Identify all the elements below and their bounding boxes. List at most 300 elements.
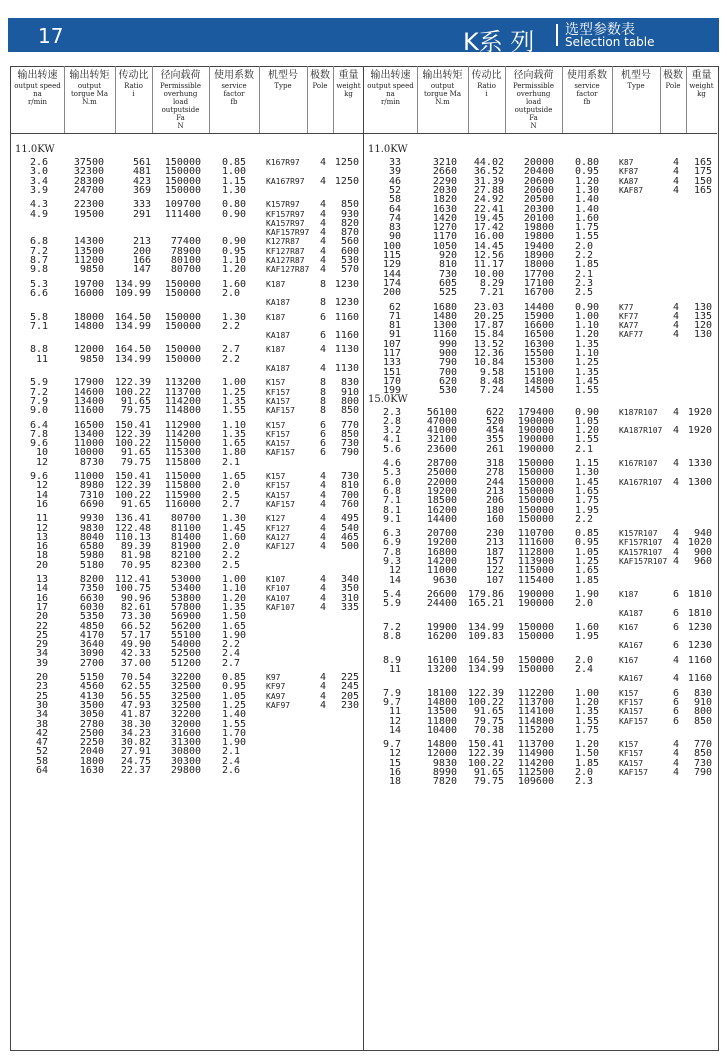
cell-p: 4 bbox=[319, 690, 326, 702]
cell-fb: 1.65 bbox=[575, 565, 600, 577]
cell-w: 225 bbox=[340, 672, 359, 683]
cell-n: 115 bbox=[382, 250, 401, 261]
cell-n: 7.9 bbox=[382, 687, 401, 699]
cell-m: 11000 bbox=[426, 565, 457, 577]
column-header-en: output torgue Ma N.m bbox=[423, 82, 462, 106]
cell-p: 6 bbox=[319, 311, 326, 323]
cell-n: 174 bbox=[382, 277, 401, 289]
cell-n: 9.1 bbox=[382, 513, 401, 525]
cell-t: KA157 bbox=[266, 396, 291, 406]
cell-w: 165 bbox=[693, 157, 712, 168]
cell-n: 3.0 bbox=[29, 166, 48, 178]
table-row bbox=[364, 287, 716, 298]
cell-fa: 113900 bbox=[517, 556, 554, 567]
cell-i: 122.39 bbox=[467, 687, 504, 699]
cell-fb: 1.95 bbox=[575, 631, 600, 643]
cell-fa: 115400 bbox=[517, 574, 554, 586]
cell-t: KAF87 bbox=[619, 185, 644, 195]
cell-m: 14300 bbox=[73, 236, 104, 248]
cell-fa: 150000 bbox=[517, 467, 554, 479]
cell-m: 4170 bbox=[79, 629, 104, 641]
cell-n: 2.3 bbox=[382, 406, 401, 418]
cell-fb: 1.40 bbox=[222, 709, 247, 721]
cell-m: 13400 bbox=[73, 428, 104, 440]
cell-w: 800 bbox=[693, 706, 712, 718]
cell-fb: 1.20 bbox=[575, 175, 600, 187]
cell-i: 49.90 bbox=[120, 639, 151, 651]
cell-t: KF157 bbox=[266, 481, 291, 491]
cell-fb: 1.00 bbox=[222, 166, 247, 178]
cell-i: 12.56 bbox=[473, 250, 504, 261]
cell-n: 12 bbox=[388, 748, 401, 760]
cell-p: 4 bbox=[672, 184, 679, 196]
cell-fb: 2.0 bbox=[575, 598, 594, 610]
cell-i: 90.96 bbox=[120, 592, 151, 604]
cell-p: 6 bbox=[672, 640, 679, 652]
cell-w: 1920 bbox=[687, 406, 712, 418]
cell-fb: 1.10 bbox=[575, 348, 600, 359]
cell-fa: 150000 bbox=[164, 157, 201, 168]
cell-fb: 1.55 bbox=[575, 231, 600, 243]
table-row bbox=[11, 405, 363, 416]
cell-i: 91.65 bbox=[120, 498, 151, 510]
cell-fa: 80700 bbox=[170, 513, 201, 525]
cell-w: 960 bbox=[693, 556, 712, 567]
cell-n: 7.2 bbox=[29, 245, 48, 257]
cell-i: 37.00 bbox=[120, 657, 151, 669]
cell-m: 530 bbox=[438, 385, 457, 397]
cell-t: KA187 bbox=[619, 608, 644, 618]
cell-i: 244 bbox=[485, 476, 504, 488]
column-header-en: service factor fb bbox=[574, 82, 600, 106]
cell-p: 4 bbox=[672, 458, 679, 469]
cell-fb: 0.85 bbox=[222, 672, 247, 683]
cell-m: 16000 bbox=[73, 287, 104, 299]
column-header-en: Ratio i bbox=[477, 82, 496, 98]
column-header-cn: 使用系数 bbox=[567, 70, 607, 81]
cell-n: 33 bbox=[388, 157, 401, 168]
cell-fa: 80700 bbox=[170, 264, 201, 276]
cell-i: 73.30 bbox=[120, 611, 151, 623]
cell-m: 22000 bbox=[426, 476, 457, 488]
cell-fb: 2.2 bbox=[222, 353, 241, 365]
cell-i: 561 bbox=[132, 157, 151, 168]
column-header bbox=[307, 70, 333, 90]
cell-fa: 113200 bbox=[164, 377, 201, 389]
cell-w: 245 bbox=[340, 681, 359, 693]
cell-t: KAF127R87 bbox=[266, 265, 310, 275]
cell-p: 4 bbox=[319, 264, 326, 276]
cell-fa: 19800 bbox=[523, 222, 554, 234]
cell-p: 4 bbox=[319, 208, 326, 220]
cell-i: 27.91 bbox=[120, 746, 151, 758]
cell-w: 495 bbox=[340, 513, 359, 525]
cell-i: 30.82 bbox=[120, 737, 151, 749]
cell-i: 136.41 bbox=[114, 513, 151, 525]
cell-fa: 30800 bbox=[170, 746, 201, 758]
cell-m: 13200 bbox=[426, 664, 457, 675]
cell-fa: 15900 bbox=[523, 310, 554, 322]
column-header bbox=[612, 70, 660, 90]
cell-t: K187 bbox=[619, 589, 639, 599]
cell-fa: 19400 bbox=[523, 240, 554, 252]
cell-n: 9.0 bbox=[29, 405, 48, 417]
cell-fb: 1.90 bbox=[222, 737, 247, 749]
cell-fa: 53000 bbox=[170, 574, 201, 585]
cell-t: KA107 bbox=[266, 593, 291, 603]
cell-m: 26600 bbox=[426, 588, 457, 600]
column-header bbox=[11, 70, 64, 106]
cell-fb: 1.20 bbox=[575, 696, 600, 708]
cell-i: 109.83 bbox=[467, 631, 504, 643]
cell-i: 24.75 bbox=[120, 755, 151, 767]
cell-fb: 1.35 bbox=[222, 395, 247, 407]
cell-i: 27.88 bbox=[473, 184, 504, 196]
cell-n: 12 bbox=[35, 456, 48, 468]
cell-m: 2700 bbox=[79, 657, 104, 669]
cell-fb: 2.2 bbox=[575, 513, 594, 525]
cell-p: 4 bbox=[672, 528, 679, 540]
cell-fb: 1.90 bbox=[222, 629, 247, 641]
cell-n: 200 bbox=[382, 287, 401, 299]
cell-n: 15 bbox=[388, 757, 401, 769]
table-row bbox=[11, 499, 363, 510]
cell-fb: 1.65 bbox=[222, 438, 247, 450]
header-divider bbox=[209, 66, 210, 133]
cell-fb: 1.05 bbox=[222, 690, 247, 702]
cell-fa: 115800 bbox=[164, 480, 201, 492]
cell-i: 56.55 bbox=[120, 690, 151, 702]
cell-i: 622 bbox=[485, 406, 504, 418]
cell-fb: 1.50 bbox=[575, 748, 600, 760]
cell-m: 8730 bbox=[79, 456, 104, 468]
cell-w: 530 bbox=[340, 255, 359, 266]
cell-t: K107 bbox=[266, 575, 286, 584]
cell-m: 2780 bbox=[79, 718, 104, 730]
cell-fa: 150000 bbox=[164, 166, 201, 178]
cell-n: 12 bbox=[388, 565, 401, 577]
cell-n: 107 bbox=[382, 338, 401, 350]
cell-fa: 150000 bbox=[517, 495, 554, 507]
cell-n: 4.6 bbox=[382, 458, 401, 469]
cell-fb: 1.55 bbox=[575, 715, 600, 727]
cell-fb: 0.85 bbox=[222, 157, 247, 168]
cell-m: 23600 bbox=[426, 443, 457, 455]
cell-p: 4 bbox=[319, 583, 326, 595]
cell-m: 7350 bbox=[79, 583, 104, 595]
cell-i: 44.02 bbox=[473, 157, 504, 168]
cell-i: 70.54 bbox=[120, 672, 151, 683]
cell-fa: 112800 bbox=[517, 546, 554, 558]
cell-fb: 1.00 bbox=[575, 687, 600, 699]
cell-m: 920 bbox=[438, 250, 457, 261]
cell-fb: 1.55 bbox=[575, 385, 600, 397]
cell-n: 6.4 bbox=[29, 419, 48, 431]
cell-i: 100.22 bbox=[114, 438, 151, 450]
cell-fa: 15100 bbox=[523, 366, 554, 378]
cell-w: 310 bbox=[340, 592, 359, 604]
cell-fb: 0.95 bbox=[222, 681, 247, 693]
cell-i: 66.52 bbox=[120, 620, 151, 632]
column-header-cn: 重量 bbox=[691, 70, 712, 81]
cell-m: 41000 bbox=[426, 425, 457, 437]
header-rule bbox=[10, 133, 717, 134]
cell-n: 9.6 bbox=[29, 438, 48, 450]
cell-w: 135 bbox=[693, 310, 712, 322]
cell-n: 8.1 bbox=[382, 504, 401, 516]
cell-n: 8.9 bbox=[382, 654, 401, 666]
cell-fa: 32500 bbox=[170, 699, 201, 711]
cell-i: 150.41 bbox=[467, 739, 504, 751]
cell-m: 16800 bbox=[426, 546, 457, 558]
column-header-en: Permissible overhung load outputside Fa N bbox=[159, 82, 202, 130]
cell-n: 9.3 bbox=[382, 556, 401, 567]
cell-t: KA187 bbox=[266, 331, 291, 341]
cell-fa: 113700 bbox=[164, 386, 201, 398]
cell-i: 17.42 bbox=[473, 222, 504, 234]
cell-n: 6.3 bbox=[382, 528, 401, 540]
cell-t: KA127R87 bbox=[266, 256, 305, 265]
cell-i: 7.24 bbox=[479, 385, 504, 397]
cell-fb: 2.2 bbox=[222, 550, 241, 562]
cell-m: 12000 bbox=[426, 748, 457, 760]
cell-t: KA167 bbox=[619, 674, 644, 684]
cell-n: 3.4 bbox=[29, 175, 48, 187]
cell-fa: 18000 bbox=[523, 259, 554, 271]
column-header-cn: 使用系数 bbox=[214, 70, 254, 81]
cell-i: 423 bbox=[132, 175, 151, 187]
cell-m: 3050 bbox=[79, 709, 104, 721]
cell-n: 129 bbox=[382, 259, 401, 271]
cell-w: 335 bbox=[340, 601, 359, 613]
cell-w: 730 bbox=[693, 757, 712, 769]
column-header-cn: 径向载荷 bbox=[160, 70, 201, 81]
cell-m: 5350 bbox=[79, 611, 104, 623]
cell-i: 164.50 bbox=[114, 344, 151, 356]
cell-fb: 2.0 bbox=[222, 541, 241, 553]
cell-m: 16200 bbox=[426, 504, 457, 516]
page-number: 17 bbox=[38, 24, 64, 48]
cell-i: 166 bbox=[132, 255, 151, 266]
cell-p: 4 bbox=[319, 236, 326, 248]
cell-w: 850 bbox=[693, 715, 712, 727]
cell-p: 4 bbox=[672, 310, 679, 322]
cell-fa: 77400 bbox=[170, 236, 201, 248]
cell-fb: 0.85 bbox=[575, 528, 600, 540]
cell-fa: 115000 bbox=[164, 438, 201, 450]
column-header-cn: 传动比 bbox=[471, 70, 502, 81]
cell-i: 481 bbox=[132, 166, 151, 178]
cell-m: 2250 bbox=[79, 737, 104, 749]
cell-i: 36.52 bbox=[473, 166, 504, 178]
cell-fb: 1.00 bbox=[575, 310, 600, 322]
cell-fa: 114100 bbox=[517, 706, 554, 718]
cell-fb: 0.80 bbox=[575, 157, 600, 168]
cell-fb: 0.90 bbox=[222, 208, 247, 220]
cell-i: 164.50 bbox=[467, 654, 504, 666]
cell-fb: 1.25 bbox=[222, 699, 247, 711]
cell-t: KA187 bbox=[266, 364, 291, 373]
cell-fb: 1.05 bbox=[575, 546, 600, 558]
cell-w: 850 bbox=[340, 199, 359, 211]
cell-i: 22.37 bbox=[120, 765, 151, 776]
cell-t: KA167R107 bbox=[619, 477, 663, 487]
table-row bbox=[364, 514, 716, 525]
column-header-en: Type bbox=[274, 82, 292, 90]
cell-i: 79.75 bbox=[120, 405, 151, 417]
cell-w: 760 bbox=[340, 498, 359, 510]
cell-n: 6.9 bbox=[382, 537, 401, 549]
cell-i: 42.33 bbox=[120, 648, 151, 660]
column-header-cn: 输出转速 bbox=[17, 70, 58, 81]
cell-p: 4 bbox=[672, 546, 679, 558]
cell-i: 134.99 bbox=[114, 353, 151, 365]
cell-fa: 16300 bbox=[523, 338, 554, 350]
cell-n: 12 bbox=[35, 522, 48, 534]
cell-m: 1480 bbox=[432, 310, 457, 322]
cell-n: 4.9 bbox=[29, 208, 48, 220]
cell-n: 5.4 bbox=[382, 588, 401, 600]
cell-fb: 0.95 bbox=[222, 245, 247, 257]
cell-w: 465 bbox=[340, 531, 359, 543]
cell-i: 79.75 bbox=[120, 456, 151, 468]
column-header-cn: 径向载荷 bbox=[513, 70, 554, 81]
cell-fa: 78900 bbox=[170, 245, 201, 257]
cell-p: 4 bbox=[319, 217, 326, 229]
cell-fa: 15500 bbox=[523, 348, 554, 359]
cell-w: 900 bbox=[693, 546, 712, 558]
cell-fa: 82300 bbox=[170, 559, 201, 571]
cell-fa: 56200 bbox=[170, 620, 201, 632]
cell-w: 165 bbox=[693, 184, 712, 196]
cell-fa: 20300 bbox=[523, 203, 554, 215]
column-header bbox=[686, 70, 717, 98]
cell-n: 47 bbox=[35, 737, 48, 749]
header-divider bbox=[562, 66, 563, 133]
cell-i: 107 bbox=[485, 574, 504, 586]
cell-i: 165.21 bbox=[467, 598, 504, 610]
cell-i: 70.95 bbox=[120, 559, 151, 571]
cell-m: 10400 bbox=[426, 724, 457, 736]
cell-n: 20 bbox=[35, 611, 48, 623]
cell-fb: 2.3 bbox=[575, 277, 594, 289]
cell-w: 1250 bbox=[334, 175, 359, 187]
cell-fa: 15300 bbox=[523, 357, 554, 369]
cell-w: 130 bbox=[693, 301, 712, 313]
cell-i: 110.13 bbox=[114, 531, 151, 543]
cell-p: 8 bbox=[319, 297, 326, 309]
column-header bbox=[468, 70, 505, 98]
table-row bbox=[11, 185, 363, 196]
cell-i: 10.00 bbox=[473, 268, 504, 280]
cell-w: 1330 bbox=[687, 458, 712, 469]
cell-fa: 53800 bbox=[170, 592, 201, 604]
cell-m: 14800 bbox=[426, 696, 457, 708]
cell-p: 6 bbox=[672, 715, 679, 727]
cell-n: 7.8 bbox=[382, 546, 401, 558]
cell-fb: 1.35 bbox=[575, 366, 600, 378]
cell-fa: 115200 bbox=[517, 724, 554, 736]
cell-fb: 0.90 bbox=[575, 406, 600, 418]
cell-m: 19700 bbox=[73, 278, 104, 290]
cell-n: 9.6 bbox=[29, 471, 48, 482]
cell-fb: 1.00 bbox=[222, 574, 247, 585]
cell-m: 1630 bbox=[432, 203, 457, 215]
cell-p: 4 bbox=[319, 498, 326, 510]
column-header-cn: 极数 bbox=[663, 70, 683, 81]
cell-p: 4 bbox=[672, 739, 679, 751]
cell-m: 810 bbox=[438, 259, 457, 271]
cell-fb: 1.60 bbox=[222, 531, 247, 543]
column-header-cn: 传动比 bbox=[118, 70, 149, 81]
cell-p: 4 bbox=[319, 344, 326, 356]
cell-i: 79.75 bbox=[473, 776, 504, 788]
cell-m: 47000 bbox=[426, 415, 457, 427]
cell-fb: 2.1 bbox=[222, 456, 241, 468]
cell-p: 6 bbox=[672, 687, 679, 699]
cell-m: 14800 bbox=[426, 739, 457, 751]
header-divider bbox=[64, 66, 65, 133]
cell-t: KA167R97 bbox=[266, 176, 305, 186]
cell-m: 900 bbox=[438, 348, 457, 359]
cell-n: 30 bbox=[35, 699, 48, 711]
cell-i: 109.99 bbox=[114, 287, 151, 299]
cell-n: 16 bbox=[35, 498, 48, 510]
column-header bbox=[333, 70, 364, 98]
table-row bbox=[11, 560, 363, 571]
cell-t: KA77 bbox=[619, 321, 639, 331]
cell-p: 4 bbox=[319, 363, 326, 374]
cell-fb: 1.45 bbox=[575, 476, 600, 488]
cell-n: 9.7 bbox=[382, 696, 401, 708]
cell-t: KAF127 bbox=[266, 542, 295, 552]
cell-fb: 1.05 bbox=[575, 415, 600, 427]
cell-n: 11 bbox=[388, 706, 401, 718]
cell-t: KAF157R97 bbox=[266, 228, 310, 238]
cell-p: 4 bbox=[672, 767, 679, 778]
column-header-cn: 极数 bbox=[310, 70, 330, 81]
cell-n: 74 bbox=[388, 212, 401, 224]
cell-fa: 110700 bbox=[517, 528, 554, 540]
cell-i: 213 bbox=[485, 537, 504, 549]
cell-w: 340 bbox=[340, 574, 359, 585]
cell-n: 58 bbox=[388, 194, 401, 206]
cell-t: K127 bbox=[266, 514, 286, 524]
cell-n: 7.2 bbox=[29, 386, 48, 398]
cell-i: 122.39 bbox=[114, 428, 151, 440]
cell-fb: 1.75 bbox=[575, 724, 600, 736]
cell-p: 4 bbox=[672, 673, 679, 685]
cell-p: 4 bbox=[319, 531, 326, 543]
cell-i: 100.22 bbox=[467, 757, 504, 769]
cell-t: K187 bbox=[266, 345, 286, 355]
cell-i: 134.99 bbox=[114, 278, 151, 290]
cell-m: 3090 bbox=[79, 648, 104, 660]
cell-fa: 150000 bbox=[164, 353, 201, 365]
cell-n: 29 bbox=[35, 639, 48, 651]
cell-m: 1680 bbox=[432, 301, 457, 313]
cell-m: 700 bbox=[438, 366, 457, 378]
cell-i: 179.86 bbox=[467, 588, 504, 600]
cell-w: 1920 bbox=[687, 425, 712, 437]
cell-fb: 1.60 bbox=[575, 212, 600, 224]
cell-n: 7.1 bbox=[382, 495, 401, 507]
cell-i: 8.48 bbox=[479, 375, 504, 387]
cell-w: 1300 bbox=[687, 476, 712, 488]
cell-m: 2040 bbox=[79, 746, 104, 758]
cell-w: 1160 bbox=[687, 673, 712, 685]
cell-w: 930 bbox=[340, 208, 359, 220]
